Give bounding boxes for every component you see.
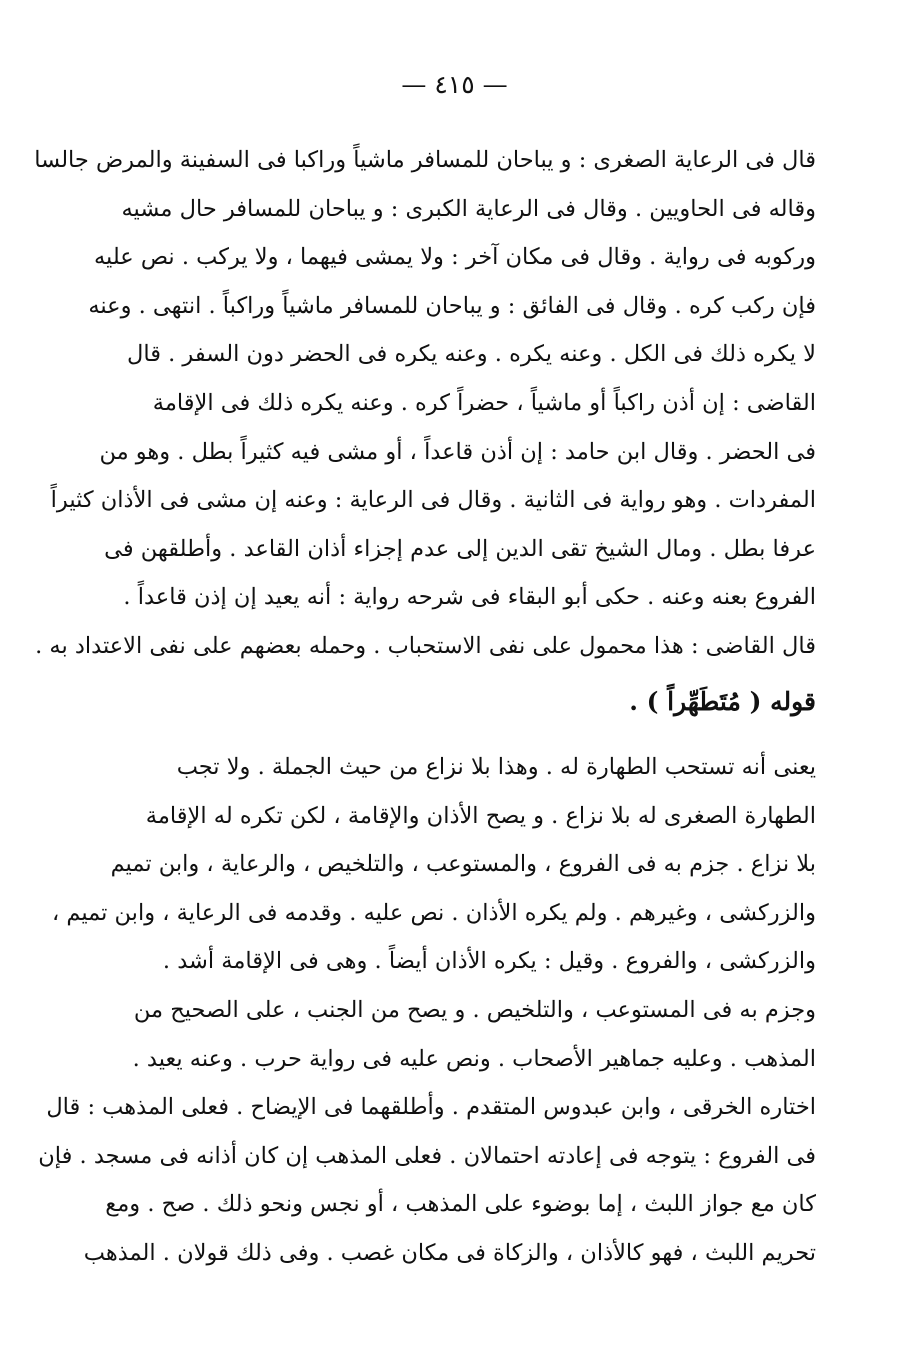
text-line: لا يكره ذلك فى الكل . وعنه يكره . وعنه يكره فى الحضر دون السفر . قال <box>126 341 816 368</box>
text-line: فى الحضر . وقال ابن حامد : إن أذن قاعداً ، أو مشى فيه كثيراً بطل . وهو من <box>99 438 816 465</box>
text-line: الفروع بعنه وعنه . حكى أبو البقاء فى شرحه رواية : أنه يعيد إن إذن قاعداً . <box>123 584 816 611</box>
text-line: اختاره الخرقى ، وابن عبدوس المتقدم . وأطلقهما فى الإيضاح . فعلى المذهب : قال <box>46 1094 816 1121</box>
text-line: وقاله فى الحاويين . وقال فى الرعاية الكبرى : و يباحان للمسافر حال مشيه <box>121 195 816 222</box>
text-line: وجزم به فى المستوعب ، والتلخيص . و يصح من الجنب ، على الصحيح من <box>133 996 816 1023</box>
text-line: الطهارة الصغرى له بلا نزاع . و يصح الأذان والإقامة ، لكن تكره له الإقامة <box>145 802 816 829</box>
text-line: فى الفروع : يتوجه فى إعادته احتمالان . فعلى المذهب إن كان أذانه فى مسجد . فإن <box>38 1142 816 1169</box>
text-line: قال فى الرعاية الصغرى : و يباحان للمسافر ماشياً وراكبا فى السفينة والمرض جالسا <box>34 147 816 173</box>
text-line: بلا نزاع . جزم به فى الفروع ، والمستوعب ، والتلخيص ، والرعاية ، وابن تميم <box>110 851 816 878</box>
text-line: والزركشى ، وغيرهم . ولم يكره الأذان . نص عليه . وقدمه فى الرعاية ، وابن تميم ، <box>51 899 816 926</box>
text-line: المذهب . وعليه جماهير الأصحاب . ونص عليه فى رواية حرب . وعنه يعيد . <box>132 1045 816 1072</box>
text-line: كان مع جواز اللبث ، إما بوضوء على المذهب ، أو نجس ونحو ذلك . صح . ومع <box>105 1191 816 1218</box>
text-line: وركوبه فى رواية . وقال فى مكان آخر : ولا يمشى فيهما ، ولا يركب . نص عليه <box>93 244 816 271</box>
section-heading: قوله ( مُتَطَهِّراً ) . <box>629 687 816 716</box>
text-line: يعنى أنه تستحب الطهارة له . وهذا بلا نزاع من حيث الجملة . ولا تجب <box>176 754 816 780</box>
text-line: عرفا بطل . ومال الشيخ تقى الدين إلى عدم إجزاء أذان القاعد . وأطلقهن فى <box>104 535 816 562</box>
text-line: القاضى : إن أذن راكباً أو ماشياً ، حضراً كره . وعنه يكره ذلك فى الإقامة <box>152 389 816 416</box>
text-line: والزركشى ، والفروع . وقيل : يكره الأذان أيضاً . وهى فى الإقامة أشد . <box>162 948 816 975</box>
page-number: — ٤١٥ — <box>401 70 508 99</box>
paragraph-1 <box>34 136 816 671</box>
text-line: المفردات . وهو رواية فى الثانية . وقال فى الرعاية : وعنه إن مشى فى الأذان كثيراً <box>50 487 816 514</box>
paragraph-2 <box>38 743 816 1278</box>
text-line: فإن ركب كره . وقال فى الفائق : و يباحان للمسافر ماشياً وراكباً . انتهى . وعنه <box>88 292 816 319</box>
text-line: تحريم اللبث ، فهو كالأذان ، والزكاة فى مكان غصب . وفى ذلك قولان . المذهب <box>83 1239 816 1266</box>
text-line: قال القاضى : هذا محمول على نفى الاستحباب . وحمله بعضهم على نفى الاعتداد به . <box>35 632 816 659</box>
